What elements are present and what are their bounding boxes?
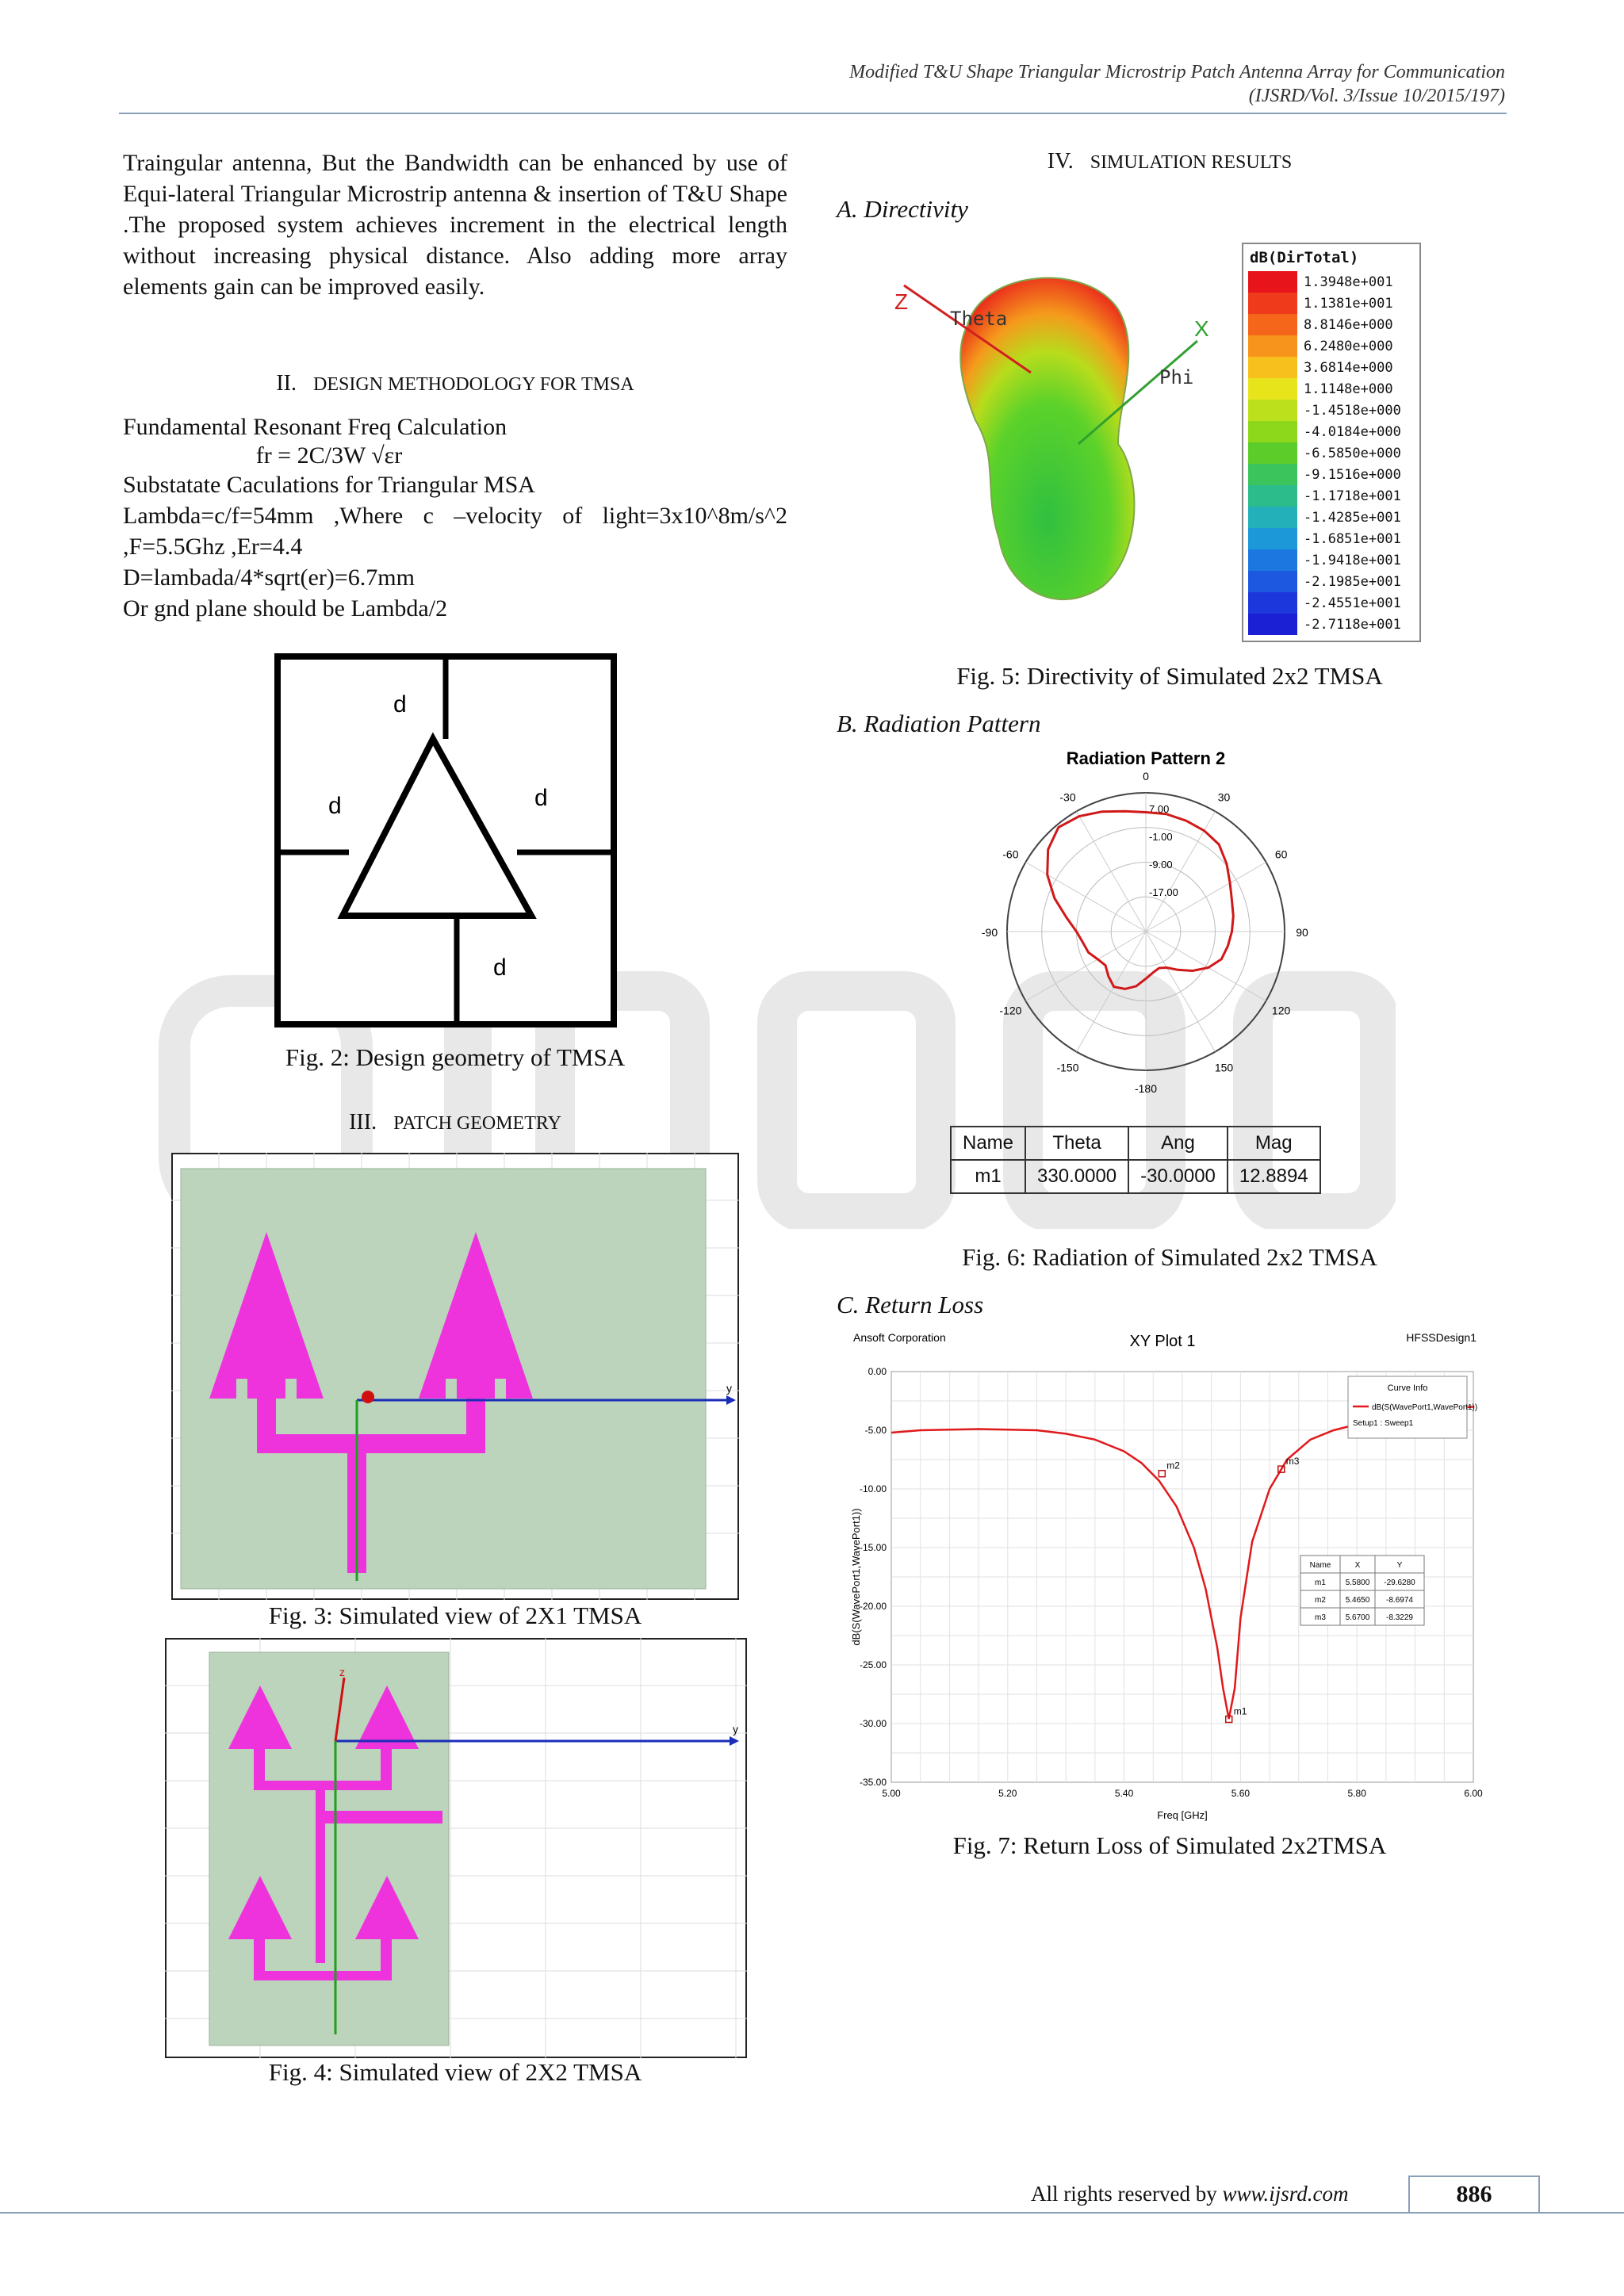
y-tick-label: -30.00 [859, 1718, 887, 1729]
section-4-title: SIMULATION RESULTS [1090, 152, 1293, 173]
dir-legend-row [1248, 549, 1415, 571]
dir-legend-value: -4.0184e+000 [1304, 423, 1401, 440]
footer-text: All rights reserved by [1031, 2182, 1217, 2206]
polar-angle-label: -90 [981, 926, 998, 939]
rad-marker-table [950, 1126, 1321, 1194]
legend-setup: Setup1 : Sweep1 [1353, 1419, 1414, 1428]
td-mag: 12.8894 [1228, 1160, 1320, 1193]
polar-angle-label: 150 [1214, 1061, 1234, 1074]
dir-legend-value: -1.6851e+001 [1304, 530, 1401, 547]
dir-legend-row [1248, 592, 1415, 614]
dir-legend-swatch [1248, 357, 1297, 378]
dir-legend-value: -6.5850e+000 [1304, 445, 1401, 461]
fig6-radiation-pattern [936, 745, 1356, 1094]
formula: fr = 2C/3W √εr [255, 442, 403, 469]
fig2-design-geometry [270, 650, 622, 1031]
dir-legend-row [1248, 507, 1415, 528]
rad-pattern-curve [1048, 811, 1234, 989]
y-tick-label: -10.00 [859, 1483, 887, 1494]
dir-legend-row [1248, 485, 1415, 507]
fig6-caption: Fig. 6: Radiation of Simulated 2x2 TMSA [962, 1243, 1377, 1271]
x-tick-label: 5.20 [998, 1788, 1017, 1799]
chart-corner-right: HFSSDesign1 [1406, 1331, 1477, 1344]
td-theta: 330.0000 [1025, 1160, 1128, 1193]
marker-table-text: -8.3229 [1386, 1613, 1413, 1622]
polar-spoke [1146, 811, 1216, 932]
chart-xlabel: Freq [GHz] [1157, 1809, 1208, 1821]
dir-legend-row [1248, 378, 1415, 400]
fig4-axis-y: y [733, 1723, 738, 1735]
dir-legend [1242, 243, 1421, 642]
dir-legend-swatch [1248, 528, 1297, 549]
section-4-heading [837, 149, 1503, 174]
freq-calc-line: Fundamental Resonant Freq Calculation [123, 414, 508, 440]
dir-legend-value: -2.7118e+001 [1304, 616, 1401, 633]
polar-spoke [1146, 932, 1266, 1001]
chart-legend [1348, 1376, 1477, 1438]
fig7-caption: Fig. 7: Return Loss of Simulated 2x2TMSA [952, 1831, 1387, 1859]
y-tick-label: -5.00 [864, 1425, 887, 1436]
header-rule [119, 113, 1507, 114]
dir-legend-swatch [1248, 421, 1297, 442]
marker-table-text: m2 [1315, 1596, 1326, 1605]
dir-legend-swatch [1248, 614, 1297, 635]
polar-angle-label: -120 [999, 1004, 1022, 1017]
dir-legend-value: 1.1148e+000 [1304, 381, 1393, 397]
header-title: Modified T&U Shape Triangular Microstrip Patch Antenna Array for Communication [849, 62, 1505, 82]
polar-grid [982, 770, 1308, 1094]
x-tick-label: 5.80 [1347, 1788, 1366, 1799]
dir-legend-swatch [1248, 485, 1297, 507]
polar-angle-label: -30 [1059, 790, 1076, 804]
polar-angle-label: 30 [1217, 790, 1231, 804]
footer-page-box [1408, 2175, 1540, 2212]
dir-legend-value: 6.2480e+000 [1304, 338, 1393, 354]
dir-legend-row [1248, 421, 1415, 442]
chart-markers-table [1300, 1556, 1424, 1625]
dir-legend-row [1248, 271, 1415, 293]
dir-legend-row [1248, 335, 1415, 357]
section-2-heading [123, 371, 787, 396]
dir-legend-row [1248, 614, 1415, 635]
fig3-caption: Fig. 3: Simulated view of 2X1 TMSA [268, 1601, 642, 1629]
marker-table-text: Name [1309, 1561, 1331, 1570]
polar-spoke [1025, 932, 1146, 1001]
footer-rule [0, 2212, 1624, 2214]
polar-spoke [1025, 863, 1146, 932]
polar-spoke [1077, 811, 1147, 932]
gnd-line: Or gnd plane should be Lambda/2 [123, 595, 448, 622]
marker-label: m1 [1233, 1705, 1247, 1717]
marker-table-text: m3 [1315, 1613, 1326, 1622]
subsection-a: A. Directivity [837, 195, 968, 223]
polar-angle-label: 60 [1274, 848, 1288, 861]
chart-title: XY Plot 1 [1129, 1333, 1196, 1350]
polar-ring-label: -1.00 [1149, 831, 1173, 843]
dir-legend-swatch [1248, 314, 1297, 335]
dir-legend-value: -1.4518e+000 [1304, 402, 1401, 419]
dir-legend-swatch [1248, 335, 1297, 357]
fig5-caption: Fig. 5: Directivity of Simulated 2x2 TMSA [956, 662, 1383, 690]
substrate-line: Substatate Caculations for Triangular MSA [123, 472, 535, 498]
dir-legend-rows [1243, 271, 1419, 635]
polar-ring-label: -9.00 [1149, 859, 1173, 871]
dir-legend-value: 3.6814e+000 [1304, 359, 1393, 376]
dir-legend-swatch [1248, 293, 1297, 314]
dir-legend-row [1248, 442, 1415, 464]
polar-angle-label: 120 [1271, 1004, 1291, 1017]
dir-legend-value: -2.4551e+001 [1304, 595, 1401, 611]
fig3-axis-y: y [726, 1382, 732, 1395]
section-4-number: IV. [1047, 149, 1074, 174]
section-3-heading [123, 1110, 787, 1135]
fig4-axis-z: z [339, 1666, 345, 1678]
dir-legend-value: -1.4285e+001 [1304, 509, 1401, 526]
y-tick-label: -25.00 [859, 1659, 887, 1670]
legend-title: Curve Info [1387, 1383, 1428, 1393]
polar-angle-label: -180 [1134, 1082, 1158, 1094]
dir-legend-value: 1.3948e+001 [1304, 274, 1393, 290]
dir-legend-swatch [1248, 571, 1297, 592]
th-name: Name [951, 1127, 1025, 1160]
th-mag: Mag [1228, 1127, 1320, 1160]
x-tick-label: 5.00 [882, 1788, 901, 1799]
fig2-caption: Fig. 2: Design geometry of TMSA [285, 1043, 626, 1071]
polar-angle-label: -60 [1002, 848, 1019, 861]
subsection-c: C. Return Loss [837, 1291, 984, 1318]
polar-angle-label: 0 [1143, 770, 1149, 783]
label-d-right: d [534, 785, 548, 811]
marker-table-text: -29.6280 [1384, 1578, 1415, 1587]
marker-table-text: m1 [1315, 1578, 1326, 1587]
chart-ylabel: dB(S(WavePort1,WavePort1)) [850, 1508, 862, 1646]
rad-title: Radiation Pattern 2 [1066, 748, 1226, 768]
dir-legend-row [1248, 357, 1415, 378]
dir-legend-swatch [1248, 464, 1297, 485]
fig7-return-loss-chart [848, 1326, 1483, 1833]
header-citation: (IJSRD/Vol. 3/Issue 10/2015/197) [1248, 86, 1505, 106]
dir-axis-z: Z [894, 289, 909, 314]
label-d-top: d [393, 691, 407, 718]
polar-angle-label: 90 [1296, 926, 1308, 939]
td-name: m1 [951, 1160, 1025, 1193]
marker-table-text: Y [1396, 1561, 1403, 1570]
lambda-line: Lambda=c/f=54mm ,Where c –velocity of light=3x10^8m/s^2 ,F=5.5Ghz ,Er=4.4 [123, 503, 787, 560]
fig4-caption: Fig. 4: Simulated view of 2X2 TMSA [268, 2058, 642, 2086]
y-tick-label: -35.00 [859, 1777, 887, 1788]
legend-entry: dB(S(WavePort1,WavePort1)) [1372, 1403, 1478, 1412]
x-tick-label: 5.40 [1114, 1788, 1134, 1799]
subsection-b: B. Radiation Pattern [837, 710, 1041, 737]
dir-legend-value: -9.1516e+000 [1304, 466, 1401, 483]
y-tick-label: -15.00 [859, 1542, 887, 1553]
marker-table-text: -8.6974 [1386, 1596, 1413, 1605]
th-ang: Ang [1128, 1127, 1228, 1160]
intro-paragraph: Traingular antenna, But the Bandwidth can be enhanced by use of Equi-lateral Triangular Microstrip antenna & insertion of T&U Shape .The proposed system achieves increment in the electrical length without increasing physical distance. Also adding more array elements gain can be improved easily. [123, 150, 787, 300]
td-ang: -30.0000 [1128, 1160, 1228, 1193]
design-text [123, 411, 787, 624]
marker-table-text: 5.5800 [1345, 1578, 1370, 1587]
marker-table-text: X [1354, 1561, 1361, 1570]
page-number: 886 [1456, 2181, 1492, 2207]
dir-legend-value: -2.1985e+001 [1304, 573, 1401, 590]
dir-legend-row [1248, 464, 1415, 485]
dir-legend-swatch [1248, 507, 1297, 528]
section-3-number: III. [349, 1110, 377, 1135]
th-theta: Theta [1025, 1127, 1128, 1160]
fig3-2x1-view [171, 1153, 739, 1600]
dir-legend-row [1248, 528, 1415, 549]
label-d-bottom: d [493, 955, 507, 981]
section-2-title: DESIGN METHODOLOGY FOR TMSA [312, 374, 634, 395]
dir-legend-swatch [1248, 400, 1297, 421]
dir-legend-swatch [1248, 271, 1297, 293]
dir-axis-x: X [1194, 316, 1209, 341]
x-tick-label: 6.00 [1464, 1788, 1483, 1799]
footer-copyright [1031, 2182, 1348, 2206]
dir-legend-swatch [1248, 442, 1297, 464]
dir-legend-value: 8.8146e+000 [1304, 316, 1393, 333]
dir-legend-row [1248, 314, 1415, 335]
dir-axis-theta: Theta [950, 308, 1008, 330]
label-d-left: d [328, 793, 342, 819]
polar-ring-label: 7.00 [1149, 803, 1170, 815]
polar-spoke [1146, 932, 1216, 1052]
footer-site-link[interactable]: www.ijsrd.com [1222, 2182, 1349, 2206]
marker-table-text: 5.4650 [1345, 1596, 1370, 1605]
dir-legend-swatch [1248, 549, 1297, 571]
polar-angle-label: -150 [1056, 1061, 1079, 1074]
dir-legend-swatch [1248, 592, 1297, 614]
polar-ring-label: -17.00 [1149, 886, 1178, 898]
d-line: D=lambada/4*sqrt(er)=6.7mm [123, 564, 415, 591]
section-2-number: II. [276, 371, 297, 396]
marker-label: m2 [1166, 1460, 1180, 1471]
dir-legend-swatch [1248, 378, 1297, 400]
dir-legend-row [1248, 293, 1415, 314]
dir-legend-row [1248, 400, 1415, 421]
fig4-2x2-view [165, 1638, 747, 2058]
dir-legend-title: dB(DirTotal) [1250, 249, 1359, 266]
dir-axis-phi: Phi [1159, 366, 1194, 388]
dir-legend-value: 1.1381e+001 [1304, 295, 1393, 312]
running-header [849, 60, 1505, 108]
y-tick-label: 0.00 [868, 1366, 887, 1377]
dir-legend-row [1248, 571, 1415, 592]
marker-label: m3 [1285, 1456, 1300, 1468]
y-tick-label: -20.00 [859, 1601, 887, 1612]
dir-legend-value: -1.9418e+001 [1304, 552, 1401, 568]
x-tick-label: 5.60 [1231, 1788, 1251, 1799]
dir-legend-value: -1.1718e+001 [1304, 488, 1401, 504]
section-3-title: PATCH GEOMETRY [393, 1113, 561, 1134]
marker-table-text: 5.6700 [1345, 1613, 1370, 1622]
chart-corner-left: Ansoft Corporation [853, 1331, 946, 1344]
